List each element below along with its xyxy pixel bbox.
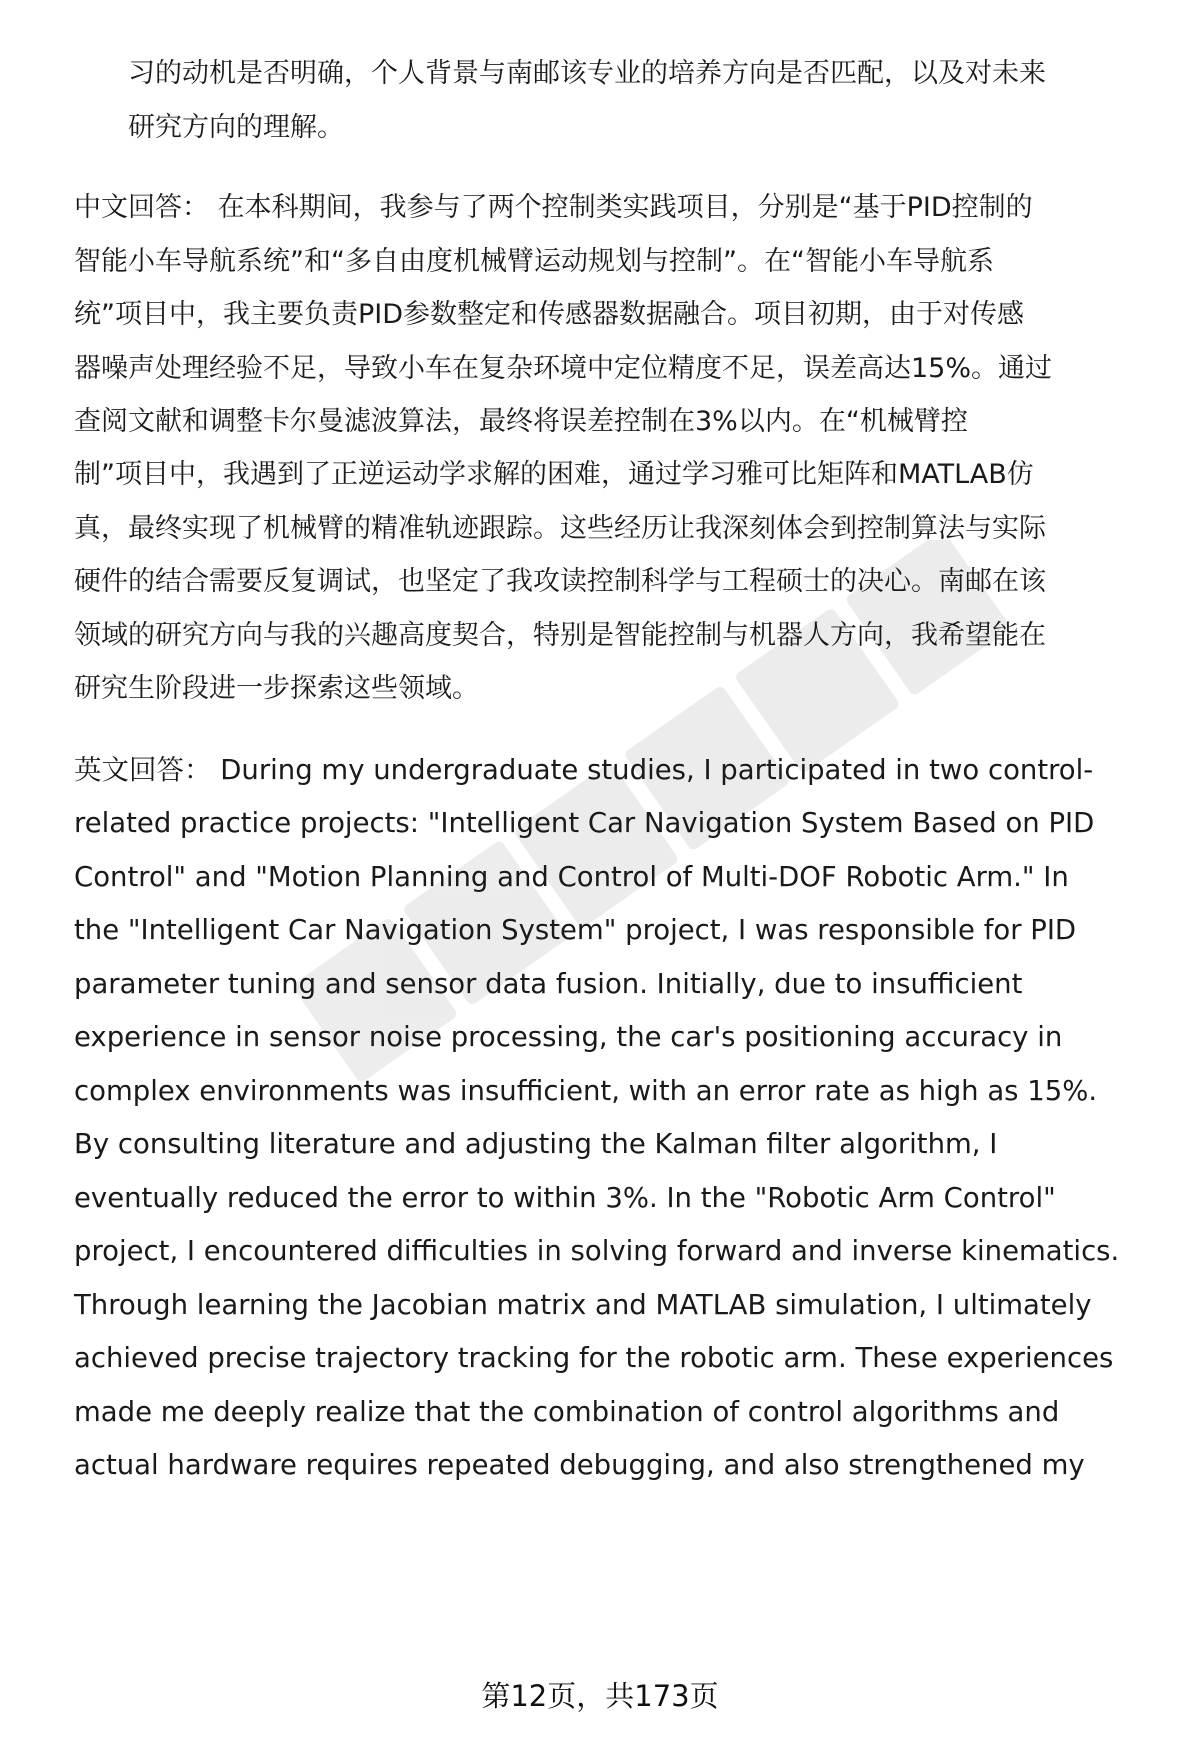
page-number-footer: 第12页，共173页: [481, 1679, 719, 1713]
text-line: actual hardware requires repeated debugging, and also strengthened my: [74, 1449, 1085, 1481]
text-line: parameter tuning and sensor data fusion. Initially, due to insufficient: [74, 968, 1023, 1000]
text-line: 器噪声处理经验不足，导致小车在复杂环境中定位精度不足，误差高达15%。通过: [74, 353, 1053, 384]
text-line: 智能小车导航系统”和“多自由度机械臂运动规划与控制”。在“智能小车导航系: [74, 246, 994, 277]
text-line: 统”项目中，我主要负责PID参数整定和传感器数据融合。项目初期，由于对传感: [74, 299, 1025, 330]
text-line: 领域的研究方向与我的兴趣高度契合，特别是智能控制与机器人方向，我希望能在: [74, 620, 1046, 651]
text-line: made me deeply realize that the combination of control algorithms and: [74, 1396, 1060, 1428]
text-line: achieved precise trajectory tracking for the robotic arm. These experiences: [74, 1342, 1114, 1374]
text-line: Control" and "Motion Planning and Control of Multi-DOF Robotic Arm." In: [74, 861, 1069, 893]
text-line: 研究生阶段进一步探索这些领域。: [74, 673, 479, 704]
chinese-answer-line: 中文回答： 在本科期间，我参与了两个控制类实践项目，分别是“基于PID控制的: [74, 192, 1033, 223]
text-line: 真，最终实现了机械臂的精准轨迹跟踪。这些经历让我深刻体会到控制算法与实际: [74, 513, 1046, 544]
text-line: By consulting literature and adjusting the Kalman filter algorithm, I: [74, 1128, 998, 1160]
english-answer-line: 英文回答： During my undergraduate studies, I participated in two control-: [74, 754, 1094, 786]
text-line: related practice projects: "Intelligent Car Navigation System Based on PID: [74, 807, 1095, 839]
text-line: 研究方向的理解。: [128, 112, 344, 143]
text-line: 查阅文献和调整卡尔曼滤波算法，最终将误差控制在3%以内。在“机械臂控: [74, 406, 968, 437]
text-line: the "Intelligent Car Navigation System" project, I was responsible for PID: [74, 914, 1077, 946]
text-line: experience in sensor noise processing, the car's positioning accuracy in: [74, 1021, 1063, 1053]
text-line: 硬件的结合需要反复调试，也坚定了我攻读控制科学与工程硕士的决心。南邮在该: [74, 566, 1046, 597]
text-line: complex environments was insufficient, with an error rate as high as 15%.: [74, 1075, 1098, 1107]
text-line: Through learning the Jacobian matrix and MATLAB simulation, I ultimately: [74, 1289, 1092, 1321]
text-line: 制”项目中，我遇到了正逆运动学求解的困难，通过学习雅可比矩阵和MATLAB仿: [74, 459, 1034, 490]
text-line: project, I encountered difficulties in solving forward and inverse kinematics.: [74, 1235, 1120, 1267]
text-line: 习的动机是否明确，个人背景与南邮该专业的培养方向是否匹配，以及对未来: [128, 58, 1046, 89]
text-line: eventually reduced the error to within 3%. In the "Robotic Arm Control": [74, 1182, 1056, 1214]
